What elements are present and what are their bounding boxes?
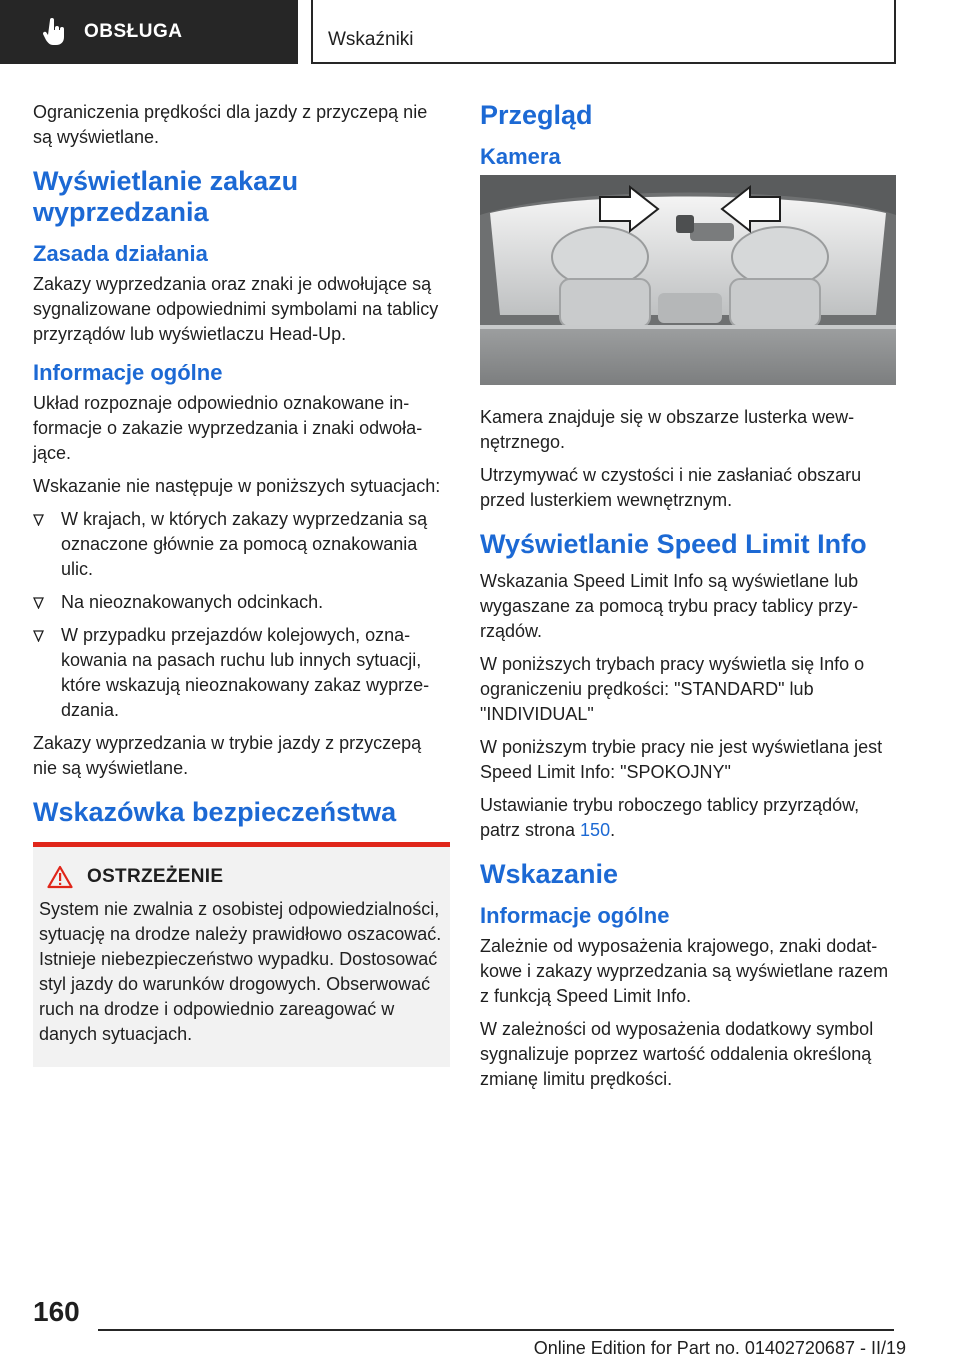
warning-text: System nie zwalnia z osobistej odpowiedzialności, sytuację na drodze należy prawidłowo oszacować. Istnieje niebezpieczeństwo wypadku. Dostosować styl jazdy do warunków drogowych. Obserwować ruch na drodze i odpowiednio zareagować w danych sytuacjach. xyxy=(39,899,442,1044)
sli-paragraph-2: W poniższych trybach pracy wyświetla się Info o ograniczeniu prędkości: "STANDARD" lub "INDIVIDUAL" xyxy=(480,654,865,724)
heading-camera: Kamera xyxy=(480,144,561,169)
page-reference-link[interactable]: 150 xyxy=(580,820,611,840)
heading-principle: Zasada działania xyxy=(33,241,208,266)
display-paragraph-1: Zależnie od wyposażenia krajowego, znaki dodatkowe i zakazy wyprzedzania są wyświetlane razem z funkcją Speed Limit Info. xyxy=(480,936,889,1006)
warning-title: OSTRZEŻENIE xyxy=(87,866,224,887)
section-tab xyxy=(0,0,298,64)
general-paragraph-1: Układ rozpoznaje odpowiednio oznakowane informacje o zakazie wyprzedzania i znaki odwołające. xyxy=(33,393,423,463)
list-item: W krajach, w których zakazy wyprzedzania są oznaczone głównie za pomocą oznakowania ulic. xyxy=(33,507,450,582)
heading-overview: Przegląd xyxy=(480,100,593,130)
trailer-paragraph: Zakazy wyprzedzania w trybie jazdy z przyczepą nie są wyświetlane. xyxy=(33,733,422,778)
triangle-bullet-icon xyxy=(33,630,44,642)
principle-paragraph: Zakazy wyprzedzania oraz znaki je odwołujące są sygnalizowane odpowiednimi symbolami na tablicy przyrządów lub wyświetlaczu Head-Up. xyxy=(33,274,439,344)
triangle-bullet-icon xyxy=(33,514,44,526)
camera-location-image xyxy=(480,175,896,385)
section-title: OBSŁUGA xyxy=(84,21,183,42)
sli-paragraph-1: Wskazania Speed Limit Info są wyświetlane lub wygaszane za pomocą trybu pracy tablicy przyrządów. xyxy=(480,571,859,641)
warning-box xyxy=(33,842,450,1067)
right-column xyxy=(480,100,897,1100)
heading-display: Wskazanie xyxy=(480,859,619,889)
camera-paragraph-1: Kamera znajduje się w obszarze lusterka wewnętrznego. xyxy=(480,407,855,452)
camera-paragraph-2: Utrzymywać w czystości i nie zasłaniać obszaru przed lusterkiem wewnętrznym. xyxy=(480,465,862,510)
heading-general-info-2: Informacje ogólne xyxy=(480,903,670,928)
hand-pointer-icon xyxy=(40,17,70,47)
general-paragraph-2: Wskazanie nie następuje w poniższych sytuacjach: xyxy=(33,476,441,496)
sli-paragraph-3: W poniższym trybie pracy nie jest wyświetlana jest Speed Limit Info: "SPOKOJNY" xyxy=(480,737,883,782)
breadcrumb-box xyxy=(311,0,896,64)
heading-overtaking-display: Wyświetlanie zakazu wyprzedzania xyxy=(33,166,299,227)
heading-speed-limit-info: Wyświetlanie Speed Limit Info xyxy=(480,529,867,559)
heading-general-info: Informacje ogólne xyxy=(33,360,223,385)
display-paragraph-2: W zależności od wyposażenia dodatkowy symbol sygnalizuje poprzez wartość oddalenia określoną zmianę limitu prędkości. xyxy=(480,1019,874,1089)
warning-triangle-icon xyxy=(47,865,73,889)
triangle-bullet-icon xyxy=(33,597,44,609)
situation-list xyxy=(33,507,450,723)
edition-footer: Online Edition for Part no. 01402720687 - II/19 xyxy=(533,1338,906,1358)
left-column xyxy=(33,100,450,1067)
breadcrumb: Wskaźniki xyxy=(328,29,414,50)
footer-divider xyxy=(98,1329,894,1331)
intro-paragraph: Ograniczenia prędkości dla jazdy z przyczepą nie są wyświetlane. xyxy=(33,102,428,147)
heading-safety: Wskazówka bezpieczeństwa xyxy=(33,797,397,827)
list-item: W przypadku przejazdów kolejowych, oznakowania na pasach ruchu lub innych sytuacji, które wskazują nieoznakowany zakaz wyprzedzania. xyxy=(33,623,450,723)
list-item: Na nieoznakowanych odcinkach. xyxy=(33,590,450,615)
sli-paragraph-4: Ustawianie trybu roboczego tablicy przyrządów, patrz strona 150. xyxy=(480,795,860,840)
page-number: 160 xyxy=(33,1296,80,1327)
